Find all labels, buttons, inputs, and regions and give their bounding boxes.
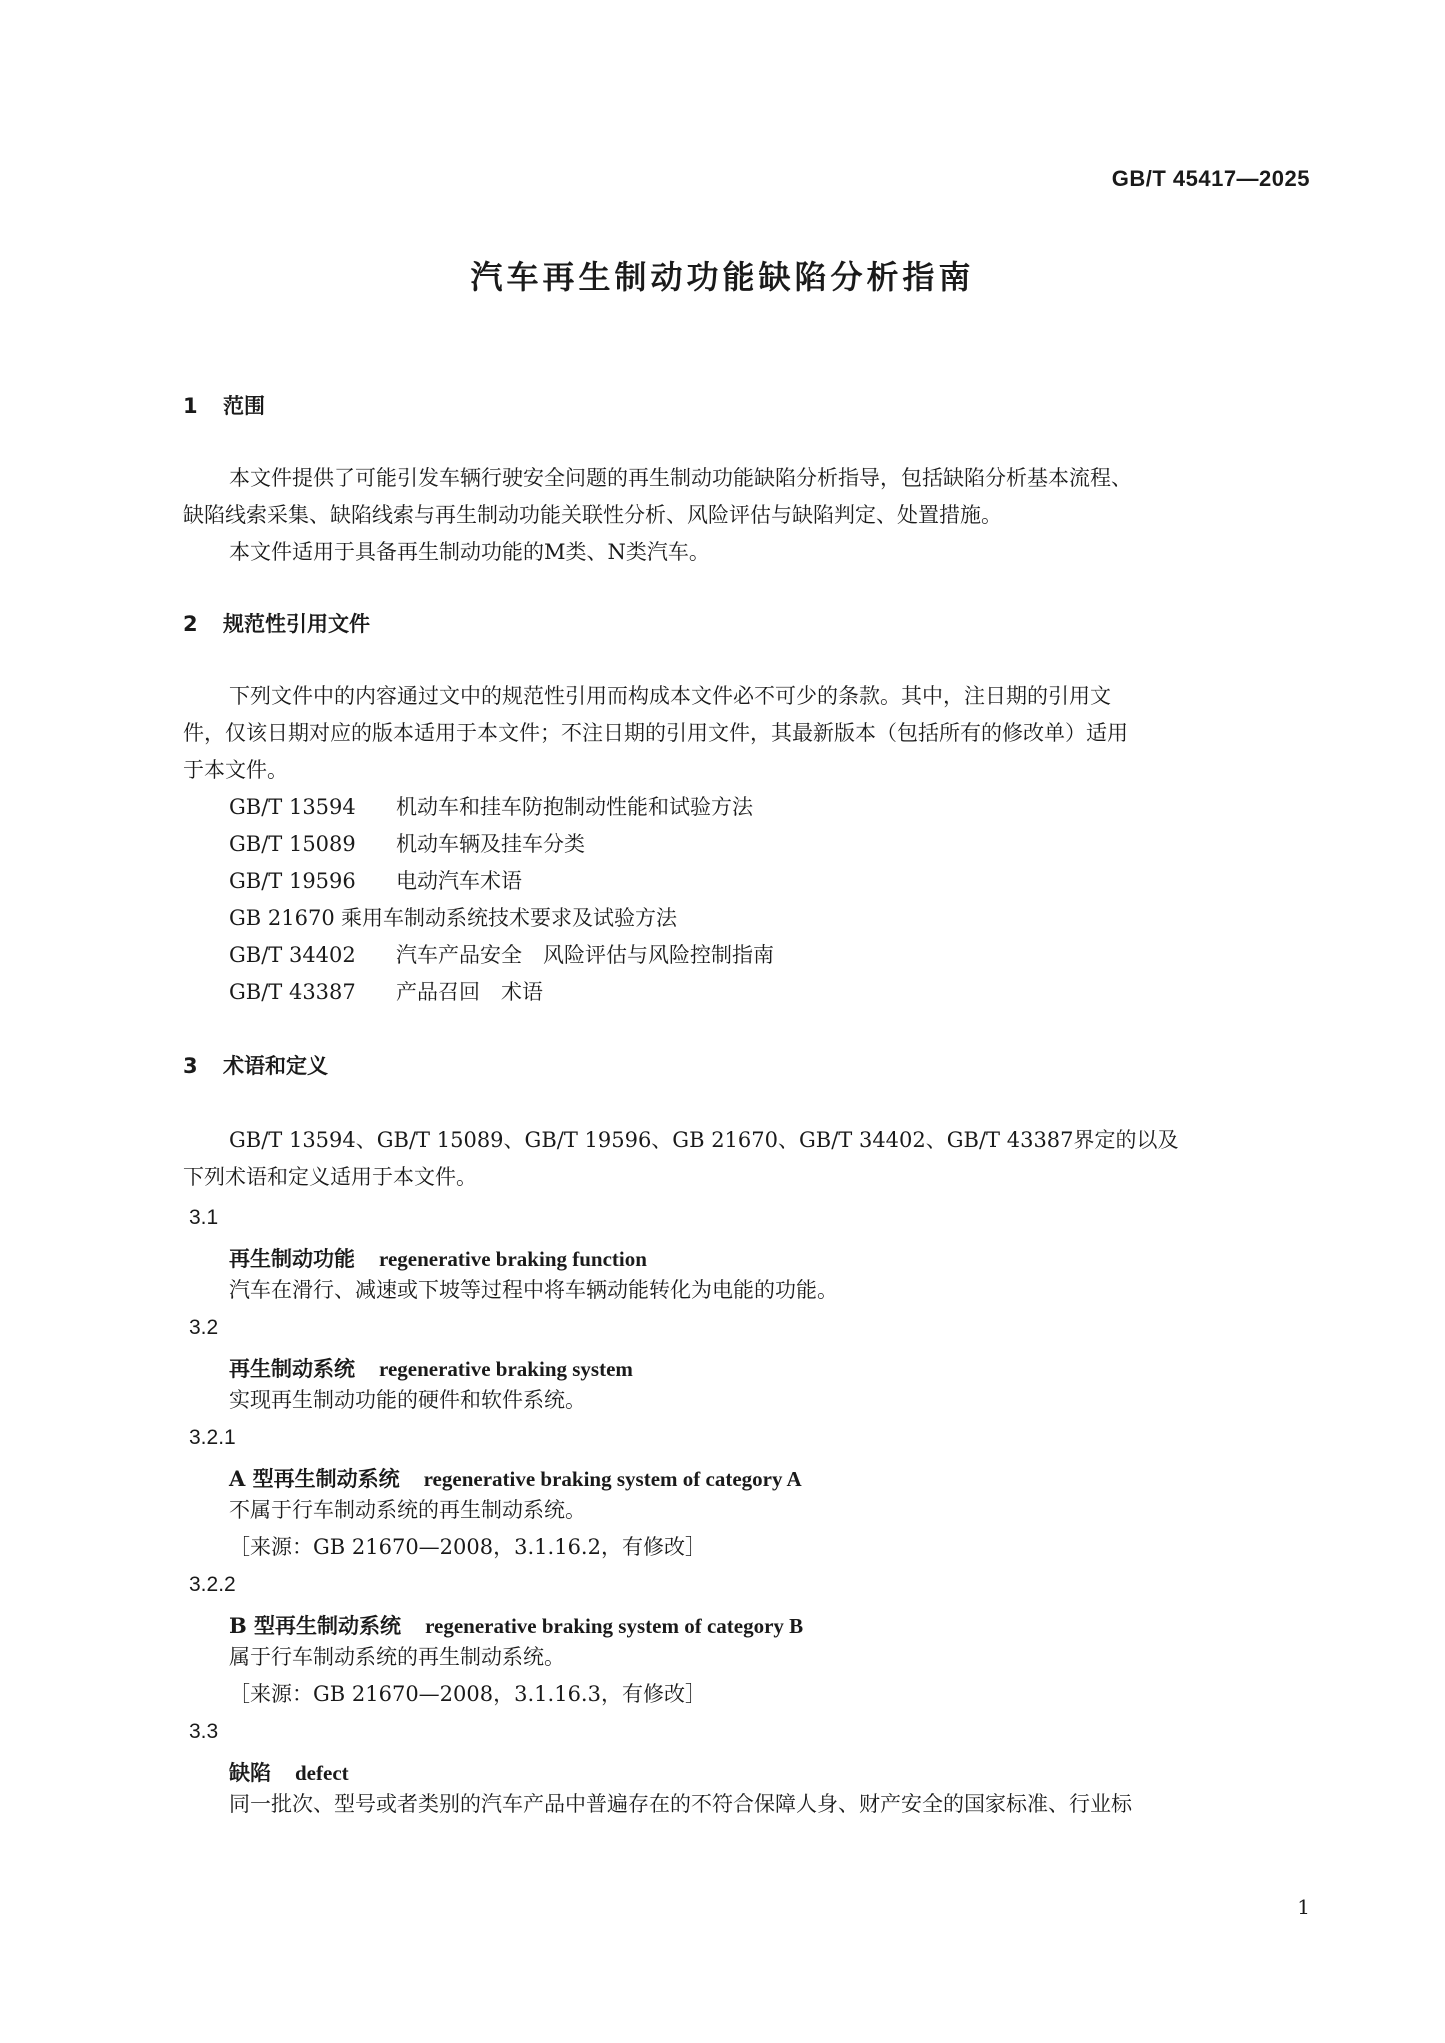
- clause-number: 3.2.1: [189, 1426, 236, 1449]
- reference-title: 机动车辆及挂车分类: [396, 832, 585, 856]
- clause-number: 3.2.2: [189, 1573, 236, 1596]
- standard-code: GB/T 45417—2025: [1111, 166, 1310, 191]
- section-title: 术语和定义: [223, 1054, 328, 1078]
- term-definition: 不属于行车制动系统的再生制动系统。: [229, 1498, 586, 1522]
- clause-number: 3.1: [189, 1206, 219, 1229]
- reference-code: GB/T 13594: [229, 795, 356, 819]
- term-en: regenerative braking function: [379, 1247, 647, 1271]
- reference-code: GB/T 34402: [229, 943, 356, 967]
- paragraph-line: 件，仅该日期对应的版本适用于本文件；不注日期的引用文件，其最新版本（包括所有的修改单）适用: [183, 721, 1128, 745]
- reference-item: [229, 900, 677, 937]
- reference-title: 产品召回 术语: [396, 980, 543, 1004]
- term-source: ［来源：GB 21670—2008，3.1.16.2，有修改］: [229, 1535, 706, 1559]
- reference-code: GB 21670: [229, 906, 335, 930]
- paragraph-line: 下列文件中的内容通过文中的规范性引用而构成本文件必不可少的条款。其中，注日期的引用文: [229, 684, 1111, 708]
- section-number: 1: [183, 394, 198, 418]
- term-definition: 属于行车制动系统的再生制动系统。: [229, 1645, 565, 1669]
- paragraph-line: 于本文件。: [183, 758, 288, 782]
- reference-item: [229, 863, 522, 900]
- reference-item: [229, 789, 753, 826]
- term-en: regenerative braking system: [379, 1357, 633, 1381]
- section-heading-normative-references: [183, 608, 370, 638]
- term-entry: [229, 1463, 802, 1493]
- term-definition: 实现再生制动功能的硬件和软件系统。: [229, 1388, 586, 1412]
- reference-code: GB/T 19596: [229, 869, 356, 893]
- clause-number: 3.3: [189, 1720, 219, 1743]
- section-title: 规范性引用文件: [223, 612, 370, 636]
- section-heading-scope: [183, 390, 265, 420]
- reference-title: 乘用车制动系统技术要求及试验方法: [341, 906, 677, 930]
- paragraph: 本文件适用于具备再生制动功能的M类、N类汽车。: [229, 540, 710, 564]
- reference-code: GB/T 15089: [229, 832, 356, 856]
- section-number: 3: [183, 1054, 198, 1078]
- term-zh: 再生制动系统: [229, 1356, 355, 1381]
- term-en: regenerative braking system of category B: [425, 1614, 804, 1638]
- term-zh: A 型再生制动系统: [229, 1466, 400, 1491]
- reference-title: 机动车和挂车防抱制动性能和试验方法: [396, 795, 753, 819]
- clause-number: 3.2: [189, 1316, 219, 1339]
- section-number: 2: [183, 612, 198, 636]
- paragraph-line: 本文件提供了可能引发车辆行驶安全问题的再生制动功能缺陷分析指导，包括缺陷分析基本流程、: [229, 466, 1132, 490]
- document-title: 汽车再生制动功能缺陷分析指南: [470, 258, 975, 296]
- term-zh: 缺陷: [229, 1760, 271, 1785]
- term-entry: [229, 1353, 633, 1383]
- term-entry: [229, 1757, 349, 1787]
- term-en: regenerative braking system of category A: [423, 1467, 802, 1491]
- paragraph-line: 下列术语和定义适用于本文件。: [183, 1165, 477, 1189]
- term-zh: B 型再生制动系统: [229, 1613, 402, 1638]
- term-entry: [229, 1610, 803, 1640]
- term-zh: 再生制动功能: [229, 1246, 355, 1271]
- page-number: 1: [1297, 1895, 1310, 1919]
- term-definition: 同一批次、型号或者类别的汽车产品中普遍存在的不符合保障人身、财产安全的国家标准、行业标: [229, 1792, 1132, 1816]
- reference-item: [229, 937, 774, 974]
- reference-title: 汽车产品安全 风险评估与风险控制指南: [396, 943, 774, 967]
- reference-title: 电动汽车术语: [396, 869, 522, 893]
- reference-item: [229, 974, 543, 1011]
- reference-item: [229, 826, 585, 863]
- term-en: defect: [295, 1761, 349, 1785]
- reference-code: GB/T 43387: [229, 980, 356, 1004]
- paragraph-line: 缺陷线索采集、缺陷线索与再生制动功能关联性分析、风险评估与缺陷判定、处置措施。: [183, 503, 1002, 527]
- section-heading-terms-definitions: [183, 1050, 328, 1080]
- paragraph-line: GB/T 13594、GB/T 15089、GB/T 19596、GB 21670、GB/T 34402、GB/T 43387界定的以及: [229, 1128, 1179, 1152]
- term-definition: 汽车在滑行、减速或下坡等过程中将车辆动能转化为电能的功能。: [229, 1278, 838, 1302]
- term-entry: [229, 1243, 647, 1273]
- term-source: ［来源：GB 21670—2008，3.1.16.3，有修改］: [229, 1682, 706, 1706]
- section-title: 范围: [223, 394, 265, 418]
